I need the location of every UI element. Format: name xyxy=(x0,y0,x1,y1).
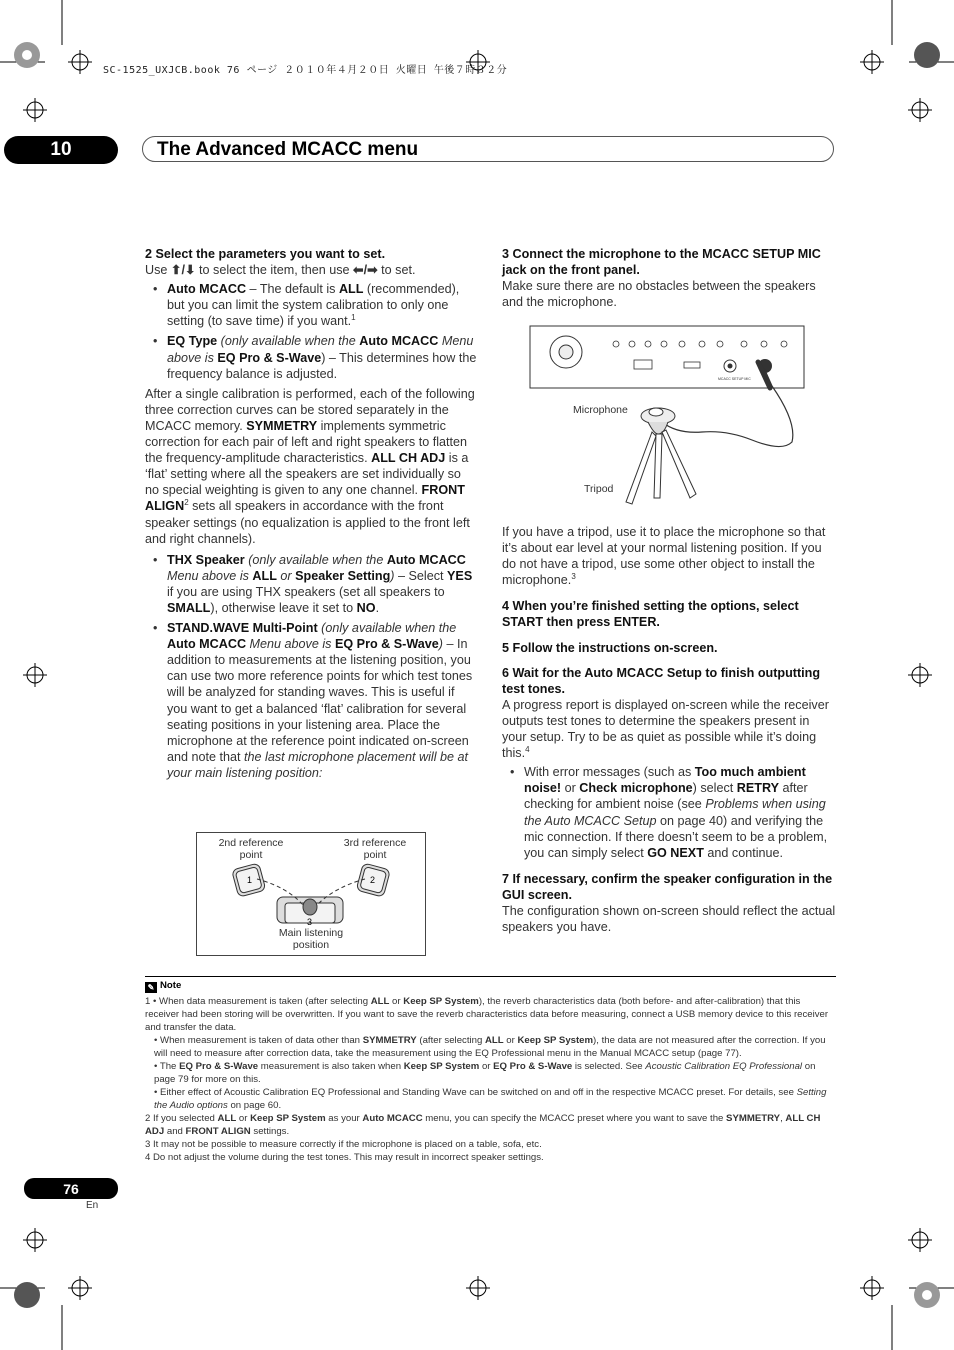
microphone-label: Microphone xyxy=(573,404,628,416)
right-column-top xyxy=(502,246,836,310)
step-3-text: Make sure there are no obstacles between the speakers and the microphone. xyxy=(502,279,816,310)
language-label: En xyxy=(86,1200,99,1211)
tripod-label: Tripod xyxy=(584,483,614,495)
page-number: 76 xyxy=(24,1178,118,1199)
notes-divider xyxy=(145,976,836,977)
microphone-point-icon xyxy=(303,899,317,915)
note-1: 1 • When data measurement is taken (after selecting ALL or Keep SP System), the reverb characteristics data (both before- and after-calibration) that this receiver had been storing will be overwritten. If you want to save the reverb characteristics data before measuring, connect a USB memory device to this receiver and transfer the data. xyxy=(145,996,829,1033)
note-4: 4 Do not adjust the volume during the test tones. This may result in incorrect speaker settings. xyxy=(145,1152,544,1163)
front-panel-figure xyxy=(502,322,836,520)
note-3: 3 It may not be possible to measure correctly if the microphone is placed on a table, sofa, etc. xyxy=(145,1139,542,1150)
tripod-icon xyxy=(626,430,696,504)
step-4-heading: 4 When you’re finished setting the options, select START then press ENTER. xyxy=(502,599,799,630)
note-1d: • Either effect of Acoustic Calibration EQ Professional and Standing Wave can be switched on and off in the respective MCACC preset. For details, see Setting the Audio options on page 60. xyxy=(154,1087,827,1111)
list-item-stand-wave: • STAND.WAVE Multi-Point (only available when the Auto MCACC Menu above is EQ Pro & S-Wave) – In addition to measurements at the listening position, you can use two more reference points for which test tones will be analyzed for standing waves. This is useful if you want to get a balanced ‘flat’ calibration for several seating positions in your listening area. Place the microphone at the reference point indicated on-screen and note that the last microphone placement will be at your main listening position: xyxy=(167,620,478,781)
microphone-icon xyxy=(641,408,675,434)
step-6-heading: 6 Wait for the Auto MCACC Setup to finish outputting test tones. xyxy=(502,665,821,696)
step-2-text: Use ⬆/⬇ to select the item, then use ⬅/➡ to set. xyxy=(145,263,416,278)
parameter-list xyxy=(145,281,478,382)
parameter-list-2 xyxy=(145,552,478,781)
note-1b: • When measurement is taken of data other than SYMMETRY (after selecting ALL or Keep SP System), the data are not measured after the correction. If you will need to measure after correction data, take the measurement using the EQ Professional menu in the Manual MCACC setup (page 77). xyxy=(154,1035,826,1059)
reference-point-diagram xyxy=(196,832,426,956)
list-item-error-messages: • With error messages (such as Too much ambient noise! or Check microphone) select RETRY after checking for ambient noise (see Problems when using the Auto MCACC Setup on page 40) and verifying the mic connection. If there doesn’t seem to be a problem, you can simply select GO NEXT and continue. xyxy=(524,764,836,861)
step-7-text: The configuration shown on-screen should reflect the actual speakers you have. xyxy=(502,903,836,935)
point-1-label: 1 xyxy=(247,875,253,885)
point-2-label: 2 xyxy=(370,875,376,885)
up-down-arrows-icon: ⬆/⬇ xyxy=(170,263,196,278)
tripod-paragraph: If you have a tripod, use it to place the microphone so that it’s about ear level at your normal listening position. If you do not have a tripod, use some other object to install the microphone.$^3$ xyxy=(502,525,826,588)
step-3-heading: 3 Connect the microphone to the MCACC SETUP MIC jack on the front panel. xyxy=(502,247,821,278)
list-item-eq-type: • EQ Type (only available when the Auto MCACC Menu above is EQ Pro & S-Wave) – This determines how the frequency balance is adjusted. xyxy=(167,333,478,381)
main-position-label: Main listening position xyxy=(278,927,344,951)
point-3-label: 3 xyxy=(307,917,313,927)
step-6-text: A progress report is displayed on-screen while the receiver outputs test tones to determine the speakers present in your setup. Try to be as quiet as possible while it’s doing this.$^4$ xyxy=(502,697,829,761)
front-panel-icon xyxy=(530,326,804,388)
chapter-number: 10 xyxy=(4,136,118,164)
left-right-arrows-icon: ⬅/➡ xyxy=(353,263,378,278)
left-column xyxy=(145,246,478,785)
error-list xyxy=(502,764,836,861)
sofa-diagram xyxy=(197,833,425,955)
chapter-title: The Advanced MCACC menu xyxy=(142,136,834,162)
ref3-label: 3rd reference point xyxy=(343,837,407,861)
step-7-heading: 7 If necessary, confirm the speaker configuration in the GUI screen. xyxy=(502,871,833,902)
note-icon: ✎ xyxy=(145,982,157,993)
crop-line-text: SC-1525_UXJCB.book 76 ページ ２０１０年４月２０日 火曜日 午後７時３２分 xyxy=(103,65,508,76)
step-2-heading: 2 Select the parameters you want to set. xyxy=(145,247,386,261)
step-5-heading: 5 Follow the instructions on-screen. xyxy=(502,640,718,655)
ref2-label: 2nd reference point xyxy=(218,837,284,861)
right-column-bottom xyxy=(502,524,836,935)
list-item-auto-mcacc: • Auto MCACC – The default is ALL (recommended), but you can limit the system calibration to only one setting (to save time) if you want.$^1$ xyxy=(167,281,478,329)
mic-jack-label: MCACC SETUP MIC xyxy=(718,377,751,381)
notes-section xyxy=(145,979,835,1164)
list-item-thx-speaker: • THX Speaker (only available when the Auto MCACC Menu above is ALL or Speaker Setting) – Select YES if you are using THX speakers (set all speakers to SMALL), otherwise leave it set to NO. xyxy=(167,552,478,616)
note-2: 2 If you selected ALL or Keep SP System as your Auto MCACC menu, you can specify the MCACC preset where you want to save the SYMMETRY, ALL CH ADJ and FRONT ALIGN settings. xyxy=(145,1113,821,1137)
correction-curves-paragraph: After a single calibration is performed, each of the following three correction curves can be stored separately in the MCACC memory. SYMMETRY implements symmetric correction for each pair of left and right speakers to flatten the frequency-amplitude characteristics. ALL CH ADJ is a ‘flat’ setting where all the speakers are set individually so no special weighting is given to any one channel. FRONT ALIGN$^2$ sets all speakers in accordance with the front speaker settings (no equalization is applied to the front left and right channels). xyxy=(145,386,475,546)
notes-title: ✎ Note xyxy=(145,979,835,993)
note-1c: • The EQ Pro & S-Wave measurement is also taken when Keep SP System or EQ Pro & S-Wave is selected. See Acoustic Calibration EQ Professional on page 79 for more on this. xyxy=(154,1061,816,1085)
